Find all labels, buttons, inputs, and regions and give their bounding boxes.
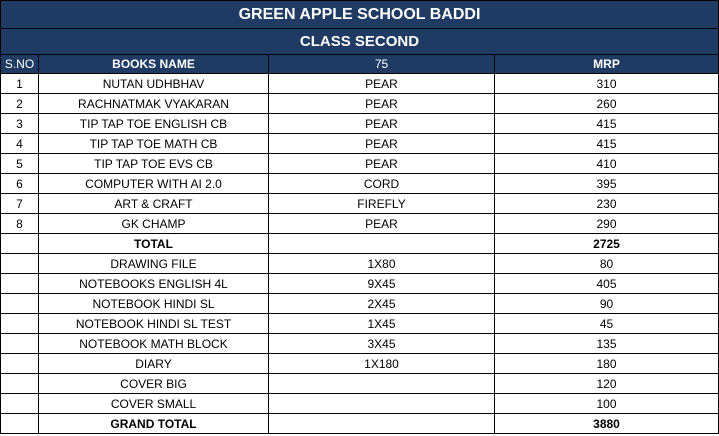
- mrp-cell: 45: [495, 314, 719, 334]
- mrp-cell: 230: [495, 194, 719, 214]
- sno-cell: 5: [1, 154, 39, 174]
- mrp-cell: 290: [495, 214, 719, 234]
- empty-cell: [269, 414, 495, 434]
- publisher-cell: PEAR: [269, 94, 495, 114]
- empty-cell: [1, 374, 39, 394]
- quantity-cell: [269, 374, 495, 394]
- table-body: [1, 1, 719, 434]
- item-name-cell: COVER BIG: [39, 374, 269, 394]
- stationery-row: [1, 314, 719, 334]
- mrp-cell: 310: [495, 74, 719, 94]
- sno-cell: 2: [1, 94, 39, 114]
- mrp-cell: 120: [495, 374, 719, 394]
- total-value: 2725: [495, 234, 719, 254]
- item-name-cell: NOTEBOOK HINDI SL: [39, 294, 269, 314]
- book-name-cell: TIP TAP TOE MATH CB: [39, 134, 269, 154]
- book-row: [1, 154, 719, 174]
- book-row: [1, 114, 719, 134]
- empty-cell: [1, 314, 39, 334]
- quantity-cell: 9X45: [269, 274, 495, 294]
- mrp-cell: 135: [495, 334, 719, 354]
- empty-cell: [1, 414, 39, 434]
- empty-cell: [1, 394, 39, 414]
- book-row: [1, 94, 719, 114]
- stationery-row: [1, 374, 719, 394]
- book-name-cell: COMPUTER WITH AI 2.0: [39, 174, 269, 194]
- mrp-cell: 395: [495, 174, 719, 194]
- empty-cell: [1, 234, 39, 254]
- book-row: [1, 214, 719, 234]
- sno-cell: 1: [1, 74, 39, 94]
- item-name-cell: NOTEBOOKS ENGLISH 4L: [39, 274, 269, 294]
- stationery-row: [1, 334, 719, 354]
- mrp-cell: 80: [495, 254, 719, 274]
- total-row: [1, 234, 719, 254]
- stationery-row: [1, 274, 719, 294]
- item-name-cell: DIARY: [39, 354, 269, 374]
- mrp-cell: 415: [495, 134, 719, 154]
- item-name-cell: COVER SMALL: [39, 394, 269, 414]
- book-name-cell: ART & CRAFT: [39, 194, 269, 214]
- publisher-cell: PEAR: [269, 154, 495, 174]
- class-title: CLASS SECOND: [1, 29, 719, 55]
- mrp-cell: 260: [495, 94, 719, 114]
- book-name-cell: GK CHAMP: [39, 214, 269, 234]
- quantity-cell: 1X180: [269, 354, 495, 374]
- grand-total-row: [1, 414, 719, 434]
- stationery-row: [1, 354, 719, 374]
- empty-cell: [1, 254, 39, 274]
- sno-cell: 6: [1, 174, 39, 194]
- publisher-cell: PEAR: [269, 134, 495, 154]
- quantity-cell: 1X45: [269, 314, 495, 334]
- total-label: TOTAL: [39, 234, 269, 254]
- sno-cell: 4: [1, 134, 39, 154]
- mrp-cell: 180: [495, 354, 719, 374]
- book-row: [1, 134, 719, 154]
- quantity-cell: [269, 394, 495, 414]
- stationery-row: [1, 294, 719, 314]
- grand-total-value: 3880: [495, 414, 719, 434]
- book-name-cell: NUTAN UDHBHAV: [39, 74, 269, 94]
- item-name-cell: NOTEBOOK MATH BLOCK: [39, 334, 269, 354]
- empty-cell: [269, 234, 495, 254]
- sno-cell: 8: [1, 214, 39, 234]
- book-row: [1, 174, 719, 194]
- book-name-cell: RACHNATMAK VYAKARAN: [39, 94, 269, 114]
- item-name-cell: DRAWING FILE: [39, 254, 269, 274]
- book-row: [1, 74, 719, 94]
- mrp-cell: 100: [495, 394, 719, 414]
- publisher-cell: CORD: [269, 174, 495, 194]
- stationery-row: [1, 254, 719, 274]
- subtitle-row: [1, 29, 719, 55]
- mrp-cell: 415: [495, 114, 719, 134]
- publisher-cell: FIREFLY: [269, 194, 495, 214]
- empty-cell: [1, 274, 39, 294]
- book-name-cell: TIP TAP TOE EVS CB: [39, 154, 269, 174]
- sno-cell: 7: [1, 194, 39, 214]
- mrp-cell: 405: [495, 274, 719, 294]
- empty-cell: [1, 334, 39, 354]
- quantity-cell: 1X80: [269, 254, 495, 274]
- mrp-cell: 410: [495, 154, 719, 174]
- header-book-name: BOOKS NAME: [39, 55, 269, 74]
- publisher-cell: PEAR: [269, 214, 495, 234]
- empty-cell: [1, 294, 39, 314]
- quantity-cell: 2X45: [269, 294, 495, 314]
- header-publisher: 75: [269, 55, 495, 74]
- school-title: GREEN APPLE SCHOOL BADDI: [1, 1, 719, 29]
- title-row: [1, 1, 719, 29]
- book-name-cell: TIP TAP TOE ENGLISH CB: [39, 114, 269, 134]
- header-mrp: MRP: [495, 55, 719, 74]
- book-row: [1, 194, 719, 214]
- empty-cell: [1, 354, 39, 374]
- stationery-row: [1, 394, 719, 414]
- sno-cell: 3: [1, 114, 39, 134]
- header-sno: S.NO: [1, 55, 39, 74]
- grand-total-label: GRAND TOTAL: [39, 414, 269, 434]
- item-name-cell: NOTEBOOK HINDI SL TEST: [39, 314, 269, 334]
- mrp-cell: 90: [495, 294, 719, 314]
- publisher-cell: PEAR: [269, 74, 495, 94]
- publisher-cell: PEAR: [269, 114, 495, 134]
- header-row: [1, 55, 719, 74]
- quantity-cell: 3X45: [269, 334, 495, 354]
